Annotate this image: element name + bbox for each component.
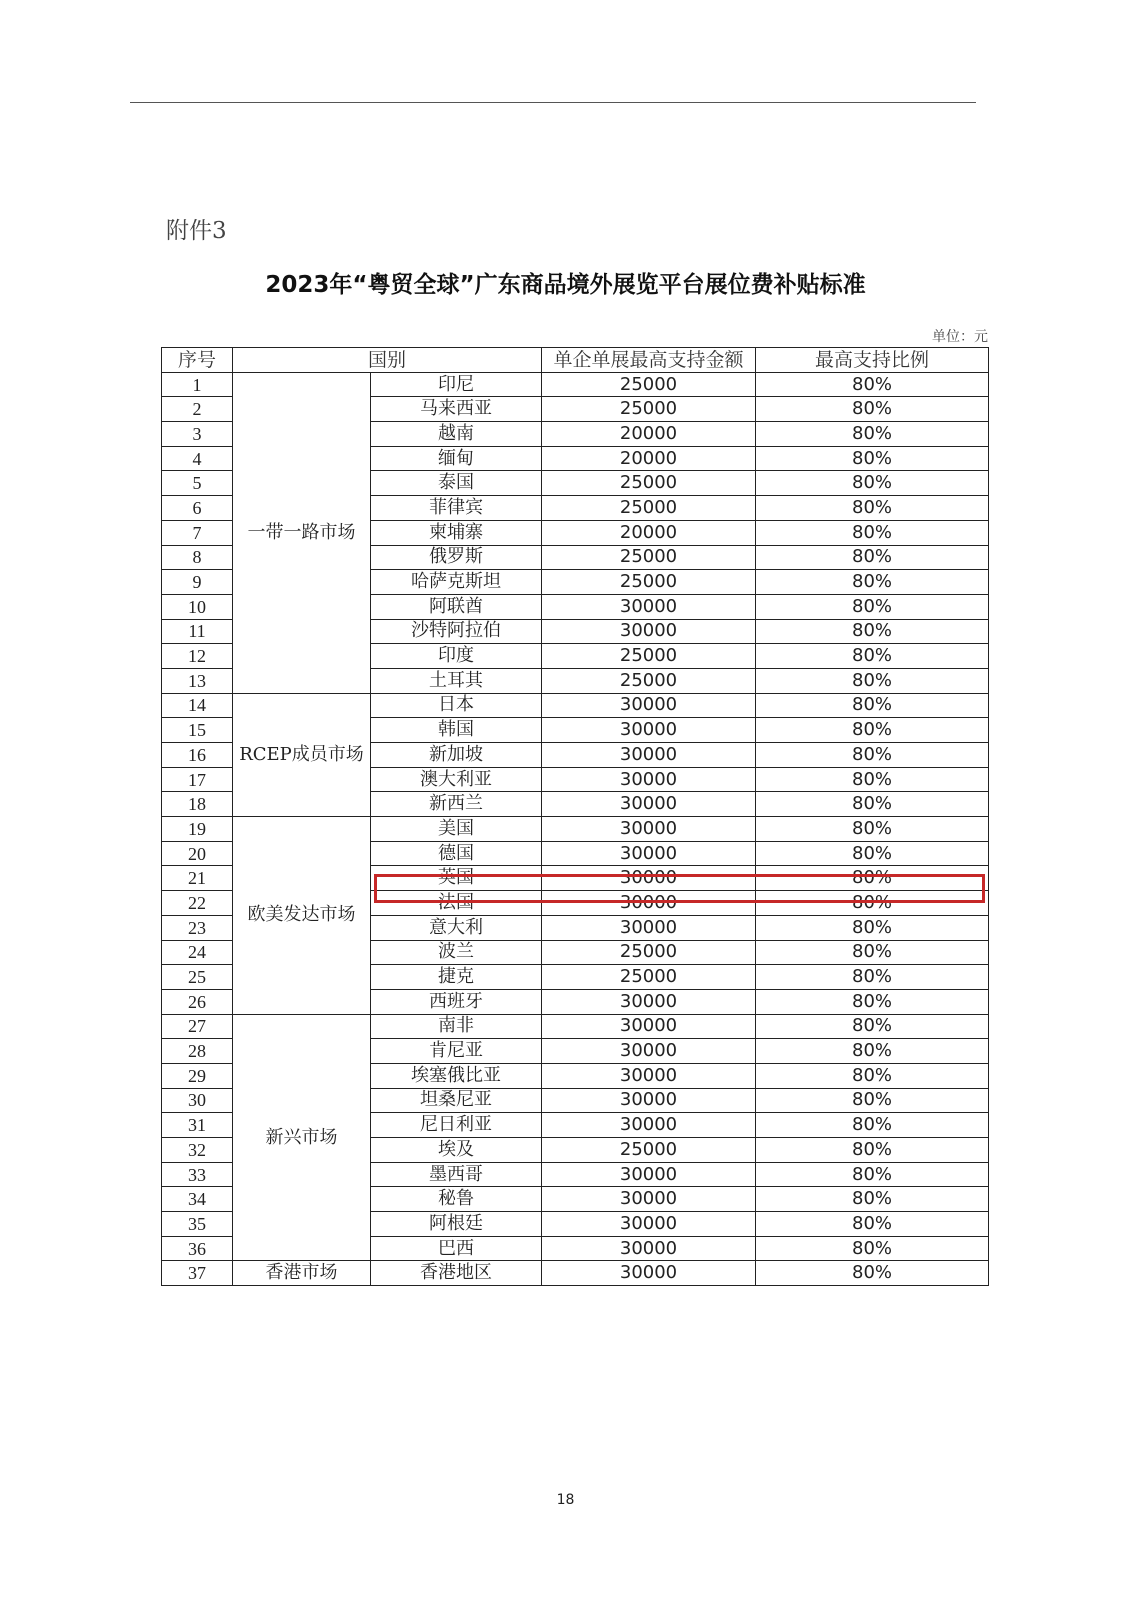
country-cell: 越南	[371, 422, 542, 447]
amount-cell: 30000	[542, 866, 756, 891]
row-index: 7	[162, 520, 233, 545]
row-index: 17	[162, 767, 233, 792]
header-index: 序号	[162, 348, 233, 373]
country-cell: 德国	[371, 841, 542, 866]
amount-cell: 30000	[542, 1261, 756, 1286]
amount-cell: 25000	[542, 1138, 756, 1163]
row-index: 31	[162, 1113, 233, 1138]
country-cell: 坦桑尼亚	[371, 1088, 542, 1113]
row-index: 32	[162, 1138, 233, 1163]
country-cell: 俄罗斯	[371, 545, 542, 570]
ratio-cell: 80%	[756, 915, 989, 940]
row-index: 1	[162, 372, 233, 397]
amount-cell: 30000	[542, 767, 756, 792]
row-index: 11	[162, 619, 233, 644]
row-index: 35	[162, 1212, 233, 1237]
row-index: 5	[162, 471, 233, 496]
row-index: 15	[162, 718, 233, 743]
row-index: 6	[162, 496, 233, 521]
row-index: 37	[162, 1261, 233, 1286]
row-index: 24	[162, 940, 233, 965]
ratio-cell: 80%	[756, 446, 989, 471]
amount-cell: 30000	[542, 989, 756, 1014]
row-index: 36	[162, 1236, 233, 1261]
amount-cell: 25000	[542, 668, 756, 693]
country-cell: 韩国	[371, 718, 542, 743]
ratio-cell: 80%	[756, 767, 989, 792]
table-body	[162, 372, 989, 1285]
country-cell: 哈萨克斯坦	[371, 570, 542, 595]
row-index: 16	[162, 743, 233, 768]
ratio-cell: 80%	[756, 1063, 989, 1088]
country-cell: 日本	[371, 693, 542, 718]
amount-cell: 30000	[542, 1162, 756, 1187]
ratio-cell: 80%	[756, 718, 989, 743]
ratio-cell: 80%	[756, 644, 989, 669]
row-index: 26	[162, 989, 233, 1014]
row-index: 27	[162, 1014, 233, 1039]
country-cell: 马来西亚	[371, 397, 542, 422]
row-index: 13	[162, 668, 233, 693]
amount-cell: 30000	[542, 718, 756, 743]
document-title: 2023年“粤贸全球”广东商品境外展览平台展位费补贴标准	[265, 272, 866, 298]
country-cell: 美国	[371, 817, 542, 842]
row-index: 22	[162, 891, 233, 916]
ratio-cell: 80%	[756, 1088, 989, 1113]
ratio-cell: 80%	[756, 965, 989, 990]
row-index: 23	[162, 915, 233, 940]
country-cell: 柬埔寨	[371, 520, 542, 545]
ratio-cell: 80%	[756, 989, 989, 1014]
country-cell: 捷克	[371, 965, 542, 990]
country-cell: 新西兰	[371, 792, 542, 817]
table-row	[162, 1261, 989, 1286]
country-cell: 土耳其	[371, 668, 542, 693]
ratio-cell: 80%	[756, 792, 989, 817]
country-cell: 新加坡	[371, 743, 542, 768]
row-index: 33	[162, 1162, 233, 1187]
country-cell: 阿根廷	[371, 1212, 542, 1237]
ratio-cell: 80%	[756, 397, 989, 422]
amount-cell: 30000	[542, 1014, 756, 1039]
country-cell: 印尼	[371, 372, 542, 397]
ratio-cell: 80%	[756, 545, 989, 570]
amount-cell: 30000	[542, 792, 756, 817]
amount-cell: 20000	[542, 422, 756, 447]
row-index: 30	[162, 1088, 233, 1113]
row-index: 28	[162, 1039, 233, 1064]
amount-cell: 20000	[542, 520, 756, 545]
country-cell: 英国	[371, 866, 542, 891]
ratio-cell: 80%	[756, 1039, 989, 1064]
country-cell: 沙特阿拉伯	[371, 619, 542, 644]
ratio-cell: 80%	[756, 570, 989, 595]
table-header-row	[162, 348, 989, 373]
row-index: 9	[162, 570, 233, 595]
amount-cell: 30000	[542, 693, 756, 718]
row-index: 20	[162, 841, 233, 866]
amount-cell: 25000	[542, 372, 756, 397]
amount-cell: 30000	[542, 841, 756, 866]
ratio-cell: 80%	[756, 668, 989, 693]
amount-cell: 30000	[542, 1113, 756, 1138]
region-cell: RCEP成员市场	[233, 693, 371, 816]
ratio-cell: 80%	[756, 496, 989, 521]
table-row	[162, 817, 989, 842]
ratio-cell: 80%	[756, 520, 989, 545]
country-cell: 意大利	[371, 915, 542, 940]
ratio-cell: 80%	[756, 940, 989, 965]
region-cell: 香港市场	[233, 1261, 371, 1286]
ratio-cell: 80%	[756, 1236, 989, 1261]
ratio-cell: 80%	[756, 372, 989, 397]
amount-cell: 30000	[542, 1212, 756, 1237]
country-cell: 缅甸	[371, 446, 542, 471]
country-cell: 埃塞俄比亚	[371, 1063, 542, 1088]
row-index: 21	[162, 866, 233, 891]
country-cell: 泰国	[371, 471, 542, 496]
country-cell: 香港地区	[371, 1261, 542, 1286]
amount-cell: 25000	[542, 965, 756, 990]
ratio-cell: 80%	[756, 693, 989, 718]
ratio-cell: 80%	[756, 471, 989, 496]
ratio-cell: 80%	[756, 1138, 989, 1163]
amount-cell: 30000	[542, 915, 756, 940]
table-row	[162, 1014, 989, 1039]
country-cell: 埃及	[371, 1138, 542, 1163]
ratio-cell: 80%	[756, 841, 989, 866]
header-rule	[130, 102, 976, 103]
amount-cell: 30000	[542, 1187, 756, 1212]
row-index: 29	[162, 1063, 233, 1088]
amount-cell: 30000	[542, 817, 756, 842]
country-cell: 西班牙	[371, 989, 542, 1014]
region-cell: 欧美发达市场	[233, 817, 371, 1015]
ratio-cell: 80%	[756, 1113, 989, 1138]
ratio-cell: 80%	[756, 743, 989, 768]
amount-cell: 30000	[542, 891, 756, 916]
amount-cell: 30000	[542, 1039, 756, 1064]
amount-cell: 30000	[542, 619, 756, 644]
amount-cell: 25000	[542, 570, 756, 595]
country-cell: 巴西	[371, 1236, 542, 1261]
row-index: 4	[162, 446, 233, 471]
region-cell: 一带一路市场	[233, 372, 371, 693]
header-country: 国别	[233, 348, 542, 373]
country-cell: 波兰	[371, 940, 542, 965]
amount-cell: 30000	[542, 1063, 756, 1088]
amount-cell: 25000	[542, 496, 756, 521]
table-row	[162, 693, 989, 718]
amount-cell: 30000	[542, 594, 756, 619]
ratio-cell: 80%	[756, 422, 989, 447]
page-number: 18	[556, 1492, 575, 1508]
country-cell: 秘鲁	[371, 1187, 542, 1212]
highlight-box	[374, 874, 985, 903]
country-cell: 法国	[371, 891, 542, 916]
row-index: 10	[162, 594, 233, 619]
amount-cell: 30000	[542, 1088, 756, 1113]
header-amount: 单企单展最高支持金额	[542, 348, 756, 373]
row-index: 8	[162, 545, 233, 570]
amount-cell: 25000	[542, 940, 756, 965]
row-index: 34	[162, 1187, 233, 1212]
subsidy-table	[161, 347, 989, 1286]
country-cell: 墨西哥	[371, 1162, 542, 1187]
country-cell: 尼日利亚	[371, 1113, 542, 1138]
header-ratio: 最高支持比例	[756, 348, 989, 373]
row-index: 19	[162, 817, 233, 842]
country-cell: 菲律宾	[371, 496, 542, 521]
ratio-cell: 80%	[756, 1187, 989, 1212]
ratio-cell: 80%	[756, 1212, 989, 1237]
country-cell: 阿联酋	[371, 594, 542, 619]
ratio-cell: 80%	[756, 619, 989, 644]
amount-cell: 25000	[542, 545, 756, 570]
row-index: 25	[162, 965, 233, 990]
ratio-cell: 80%	[756, 866, 989, 891]
ratio-cell: 80%	[756, 891, 989, 916]
amount-cell: 25000	[542, 644, 756, 669]
country-cell: 南非	[371, 1014, 542, 1039]
region-cell: 新兴市场	[233, 1014, 371, 1261]
unit-label: 单位：元	[932, 329, 988, 345]
country-cell: 印度	[371, 644, 542, 669]
ratio-cell: 80%	[756, 594, 989, 619]
amount-cell: 30000	[542, 1236, 756, 1261]
attachment-label: 附件3	[166, 218, 227, 244]
amount-cell: 20000	[542, 446, 756, 471]
amount-cell: 30000	[542, 743, 756, 768]
table-row	[162, 372, 989, 397]
amount-cell: 25000	[542, 397, 756, 422]
country-cell: 澳大利亚	[371, 767, 542, 792]
row-index: 18	[162, 792, 233, 817]
row-index: 3	[162, 422, 233, 447]
country-cell: 肯尼亚	[371, 1039, 542, 1064]
amount-cell: 25000	[542, 471, 756, 496]
row-index: 14	[162, 693, 233, 718]
ratio-cell: 80%	[756, 1261, 989, 1286]
row-index: 2	[162, 397, 233, 422]
row-index: 12	[162, 644, 233, 669]
ratio-cell: 80%	[756, 1162, 989, 1187]
ratio-cell: 80%	[756, 1014, 989, 1039]
ratio-cell: 80%	[756, 817, 989, 842]
